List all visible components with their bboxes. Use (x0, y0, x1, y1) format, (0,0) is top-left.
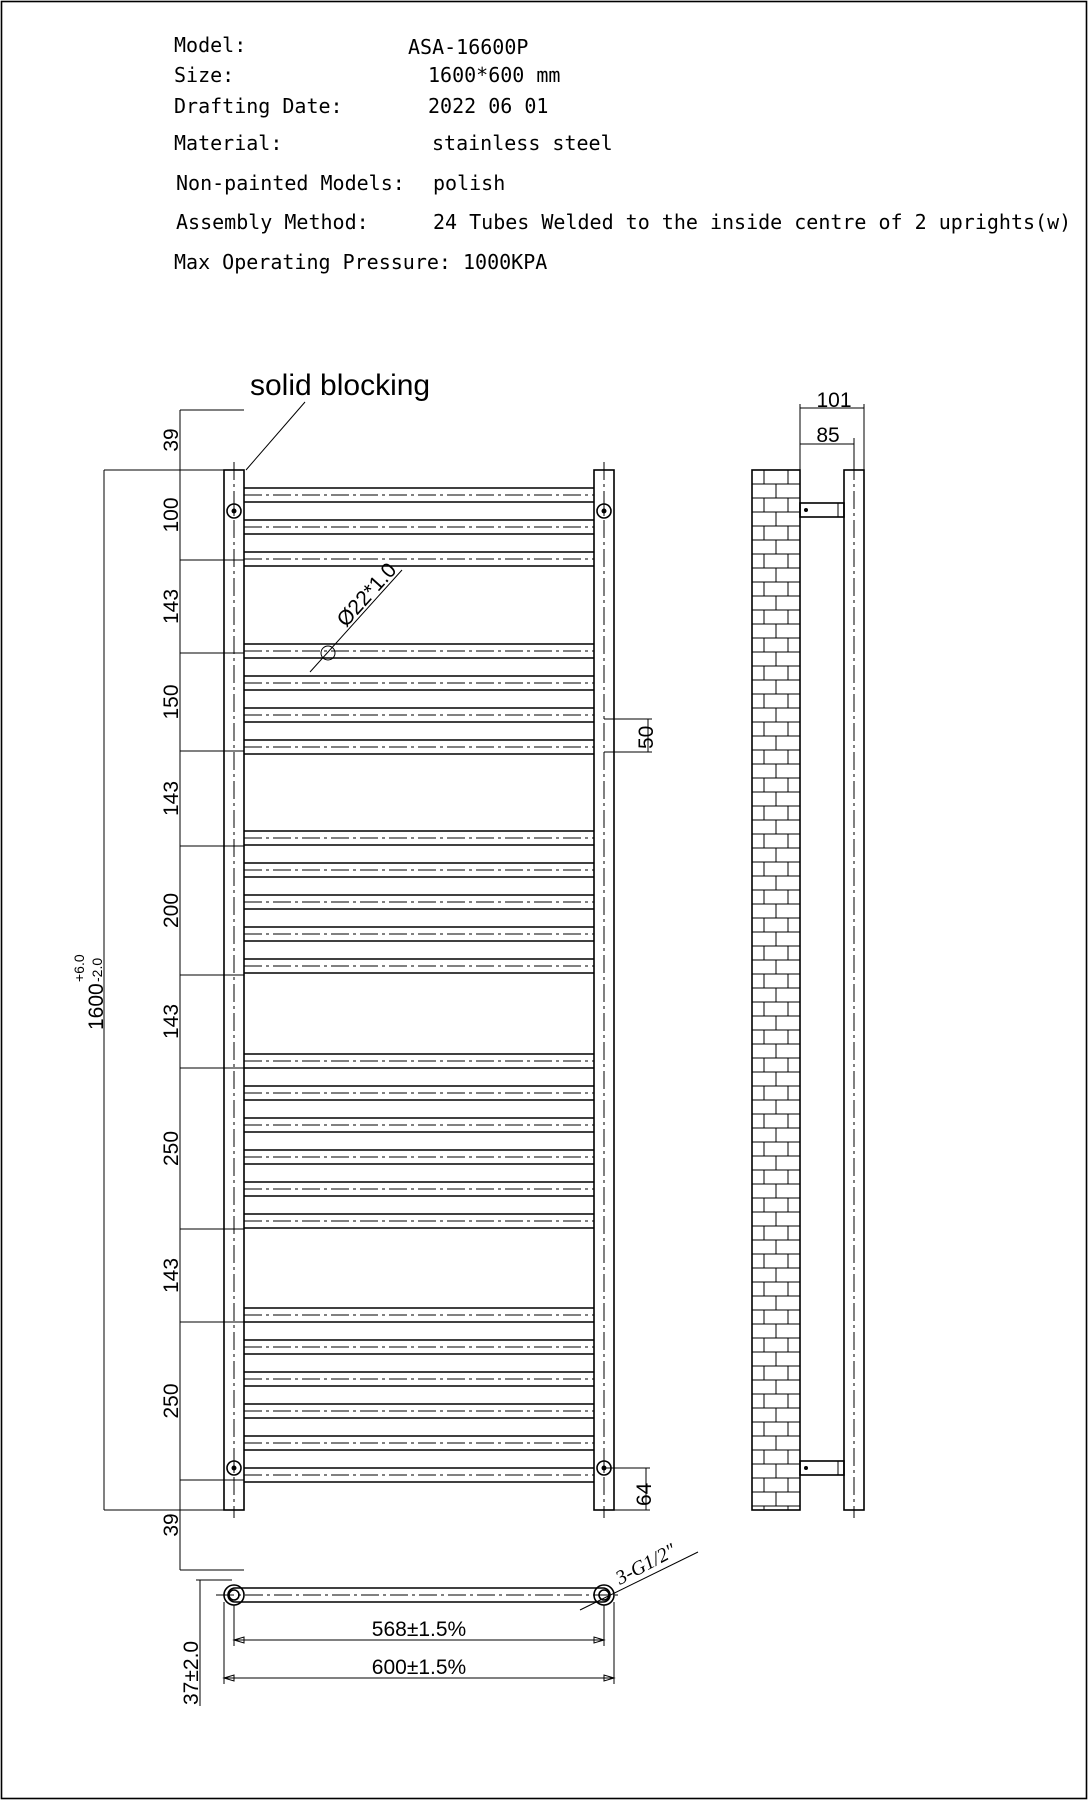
tube (244, 1308, 594, 1322)
left-dim-9: 250 (160, 1383, 183, 1419)
pressure-text: Max Operating Pressure: 1000KPA (174, 250, 548, 274)
drafting-date-value: 2022 06 01 (428, 94, 549, 118)
size-value: 1600*600 mm (428, 63, 561, 87)
finish-label: Non-painted Models: (176, 171, 405, 195)
tube (244, 895, 594, 909)
side-view (752, 389, 864, 1518)
tube (244, 1214, 594, 1228)
left-dim-5: 200 (160, 892, 183, 929)
tube-diameter-label: Ø22*1.0 (332, 558, 402, 632)
tube (244, 676, 594, 690)
left-dim-1: 100 (160, 497, 183, 533)
overall-width-label: 600±1.5% (371, 1656, 467, 1679)
left-dim-7: 250 (160, 1130, 183, 1167)
tube (244, 863, 594, 877)
assembly-label: Assembly Method: (176, 210, 369, 234)
tube (244, 644, 594, 658)
right-dim-64-label: 64 (633, 1482, 656, 1506)
tube (244, 1340, 594, 1354)
tube (244, 1118, 594, 1132)
tube (244, 552, 594, 566)
tube (244, 1468, 594, 1482)
tube-set (244, 488, 594, 1482)
overall-height-dimension (71, 470, 224, 1510)
tube (244, 740, 594, 754)
left-dim-10: 39 (160, 1513, 183, 1537)
size-label: Size: (174, 63, 235, 87)
material-label: Material: (174, 131, 283, 155)
tube-diameter-callout (310, 559, 402, 672)
callout-leader (246, 402, 305, 470)
wall-gap-label: 85 (816, 424, 840, 447)
left-dim-4: 143 (160, 780, 183, 817)
tube (244, 959, 594, 973)
left-dim-0: 39 (160, 428, 183, 452)
tube (244, 1150, 594, 1164)
model-value: ASA-16600P (408, 35, 529, 59)
material-value: stainless steel (432, 131, 613, 155)
wall-bracket-top (800, 503, 844, 517)
left-dim-8: 143 (160, 1257, 183, 1294)
tube (244, 1404, 594, 1418)
solid-blocking-callout: solid blocking (250, 369, 431, 402)
right-dim-50 (604, 719, 658, 752)
tube (244, 488, 594, 502)
overall-height-tol-upper: +6.0 (71, 954, 87, 982)
wall-bracket-bottom (800, 1461, 844, 1475)
right-dim-50-label: 50 (635, 725, 658, 749)
connection-label: 3-G1/2" (612, 1539, 680, 1590)
overall-depth-label: 101 (816, 389, 852, 412)
finish-value: polish (433, 171, 506, 195)
tube (244, 708, 594, 722)
tube (244, 1086, 594, 1100)
depth-label: 37±2.0 (180, 1640, 203, 1705)
left-dim-6: 143 (160, 1003, 183, 1040)
overall-height-tol-lower: -2.0 (89, 957, 105, 982)
tube (244, 831, 594, 845)
brick-pattern (752, 470, 800, 1510)
tube (244, 520, 594, 534)
left-dim-3: 150 (160, 684, 183, 720)
left-dim-2: 143 (160, 588, 183, 625)
tube (244, 1054, 594, 1068)
tube (244, 927, 594, 941)
drafting-date-label: Drafting Date: (174, 94, 343, 118)
model-label: Model: (174, 33, 247, 57)
tube (244, 1182, 594, 1196)
assembly-value: 24 Tubes Welded to the inside centre of 2 uprights(w) (433, 210, 1072, 234)
tube (244, 1436, 594, 1450)
centre-width-label: 568±1.5% (371, 1618, 467, 1641)
spec-block (174, 33, 1071, 274)
front-view (71, 369, 658, 1570)
right-dim-64 (604, 1468, 656, 1510)
bottom-view (180, 1539, 698, 1706)
right-upright (594, 462, 614, 1518)
overall-height-value: 1600 (85, 983, 108, 1030)
left-upright (224, 462, 244, 1518)
tube (244, 1372, 594, 1386)
